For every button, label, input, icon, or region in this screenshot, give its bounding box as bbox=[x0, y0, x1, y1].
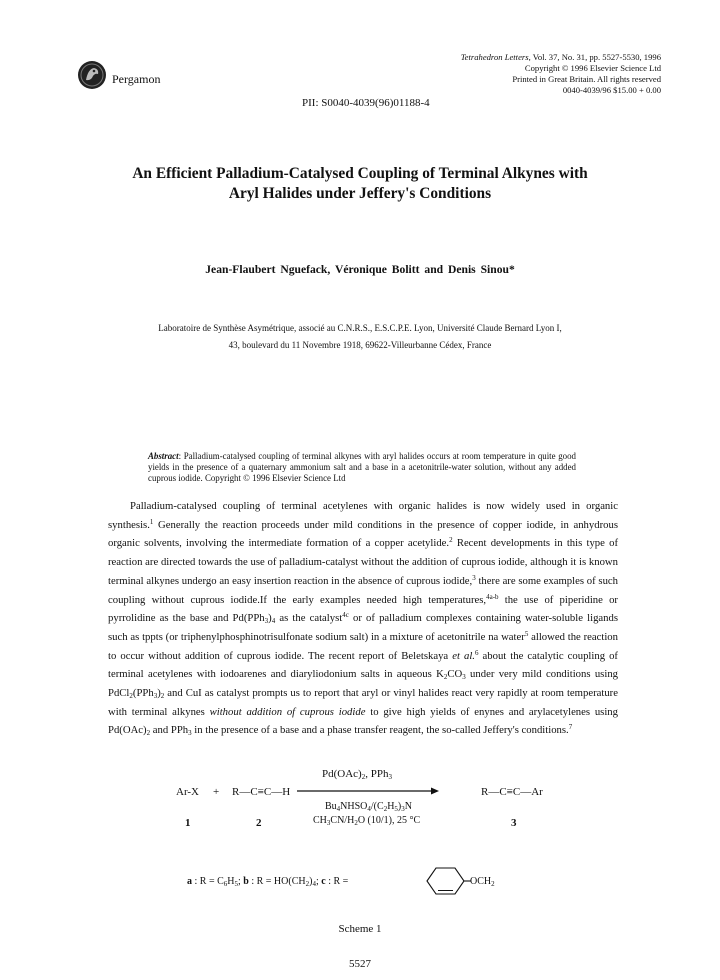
publisher-name: Pergamon bbox=[112, 72, 161, 86]
citation-ref: 6 bbox=[474, 648, 479, 657]
citation-ref: 3 bbox=[472, 573, 476, 582]
reaction-conditions-line-2: $CH_3CN/H_2O$ (10/1), 25 °C bbox=[313, 815, 421, 827]
page-number: 5527 bbox=[349, 958, 371, 970]
paragraph: Palladium-catalysed coupling of terminal acetylenes with organic halides is now widely used in organic synthesis.$^1$ Generally the reaction proceeds under mild conditions in the presence of copper iodide, in anhydrous organic solvents, involving the intermediate formation of a copper acetylide.$^2$ Recent developments in this type of reaction are directed towards the use of palladium-catalyst without the addition of cuprous iodide, although it is known terminal alkynes undergo an easy insertion reaction in the absence of cuprous iodide,$^3$ there are some examples of such coupling without cuprous iodide.If the early examples needed high temperatures,$^{4a-b}$ the use of piperidine or pyrrolidine as the base and $Pd(PPh_3)_4$ as the catalyst$^{4c}$ or of palladium complexes containing water-soluble ligands such as tppts (or triphenylphosphinotrisulfonate sodium salt) in a mixture of acetonitrile na water$^5$ allowed the reaction to occur without addition of cuprous iodide. The recent report of Beletskaya et al.$^6$ about the catalytic coupling of terminal acetylenes with iodoarenes and diaryliodonium salts in aqueous $K_2CO_3$ under very mild conditions using $PdCl_2(PPh_3)_2$ and CuI as catalyst prompts us to report that aryl or vinyl halides react very rapidly at room temperature with terminal alkynes without addition of cuprous iodide to give high yields of enynes and arylacetylenes using $Pd(OAc)_2$ and PPh$_3$ in the presence of a base and a phase transfer reagent, the so-called Jeffery's conditions.$^7$ bbox=[108, 500, 619, 738]
price-line: 0040-4039/96 $15.00 + 0.00 bbox=[562, 85, 661, 95]
affiliation-line-1: Laboratoire de Synthèse Asymétrique, associé au C.N.R.S., E.S.C.P.E. Lyon, Université Claude Bernard Lyon I, bbox=[158, 323, 562, 333]
compound-number-3: 3 bbox=[511, 817, 517, 829]
paper-title bbox=[0, 164, 720, 204]
citation-ref: 4c bbox=[342, 611, 349, 620]
title-line-2: Aryl Halides under Jeffery's Conditions bbox=[228, 185, 492, 202]
reaction-reagents: $Pd(OAc)_2$, PPh$_3$ bbox=[322, 768, 392, 781]
emphasis: without addition of cuprous iodide bbox=[209, 705, 366, 718]
scheme-caption: Scheme 1 bbox=[338, 923, 382, 935]
title-line-1: An Efficient Palladium-Catalysed Coupling of Terminal Alkynes with bbox=[132, 165, 588, 182]
product: R—C≡C—Ar bbox=[481, 786, 543, 798]
reaction-conditions-line-1: $Bu_4NHSO_4/(C_2H_5)_3N$ bbox=[325, 801, 412, 813]
printed-line: Printed in Great Britain. All rights reserved bbox=[512, 74, 661, 84]
aryl-halide: Ar-X bbox=[176, 786, 199, 798]
pii-identifier: PII: S0040-4039(96)01188-4 bbox=[302, 97, 430, 109]
reaction-arrow-icon bbox=[297, 786, 439, 796]
abstract-text: : Palladium-catalysed coupling of terminal alkynes with aryl halides occurs at room temperature in quite good yields in the presence of a quaternary ammonium salt and a base in a acetonitrile-water solution, without any added cuprous iodide. Copyright © 1996 Elsevier Science Ltd bbox=[148, 451, 576, 483]
substituent-legend: a : $R = C_6H_5$; b : $R = HO(CH_2)_4$; c : R = bbox=[187, 876, 349, 888]
citation-ref: 2 bbox=[449, 536, 453, 545]
citation-ref: 4a-b bbox=[486, 592, 499, 601]
methoxy-group: $OCH_2$ bbox=[470, 876, 495, 888]
author-list: Jean-Flaubert Nguefack, Véronique Bolitt and Denis Sinou* bbox=[205, 263, 515, 276]
journal-citation bbox=[461, 52, 661, 63]
compound-number-1: 1 bbox=[185, 817, 191, 829]
affiliation bbox=[0, 320, 720, 354]
journal-volume: , Vol. 37, No. 31, pp. 5527-5530, 1996 bbox=[528, 52, 661, 62]
citation-ref: 5 bbox=[524, 629, 529, 638]
copyright-line: Copyright © 1996 Elsevier Science Ltd bbox=[524, 63, 661, 73]
abstract-label: Abstract bbox=[148, 451, 179, 461]
abstract bbox=[148, 451, 576, 484]
compound-number-2: 2 bbox=[256, 817, 262, 829]
pergamon-logo-icon bbox=[77, 60, 107, 90]
affiliation-line-2: 43, boulevard du 11 Novembre 1918, 69622-Villeurbanne Cédex, France bbox=[228, 340, 492, 350]
citation-ref: 7 bbox=[568, 723, 573, 732]
plus-sign: + bbox=[213, 786, 220, 798]
journal-info bbox=[461, 52, 661, 96]
terminal-alkyne: R—C≡C—H bbox=[232, 786, 291, 798]
body-text bbox=[108, 497, 618, 740]
citation-ref: 1 bbox=[149, 517, 154, 526]
journal-name: Tetrahedron Letters bbox=[460, 52, 529, 62]
